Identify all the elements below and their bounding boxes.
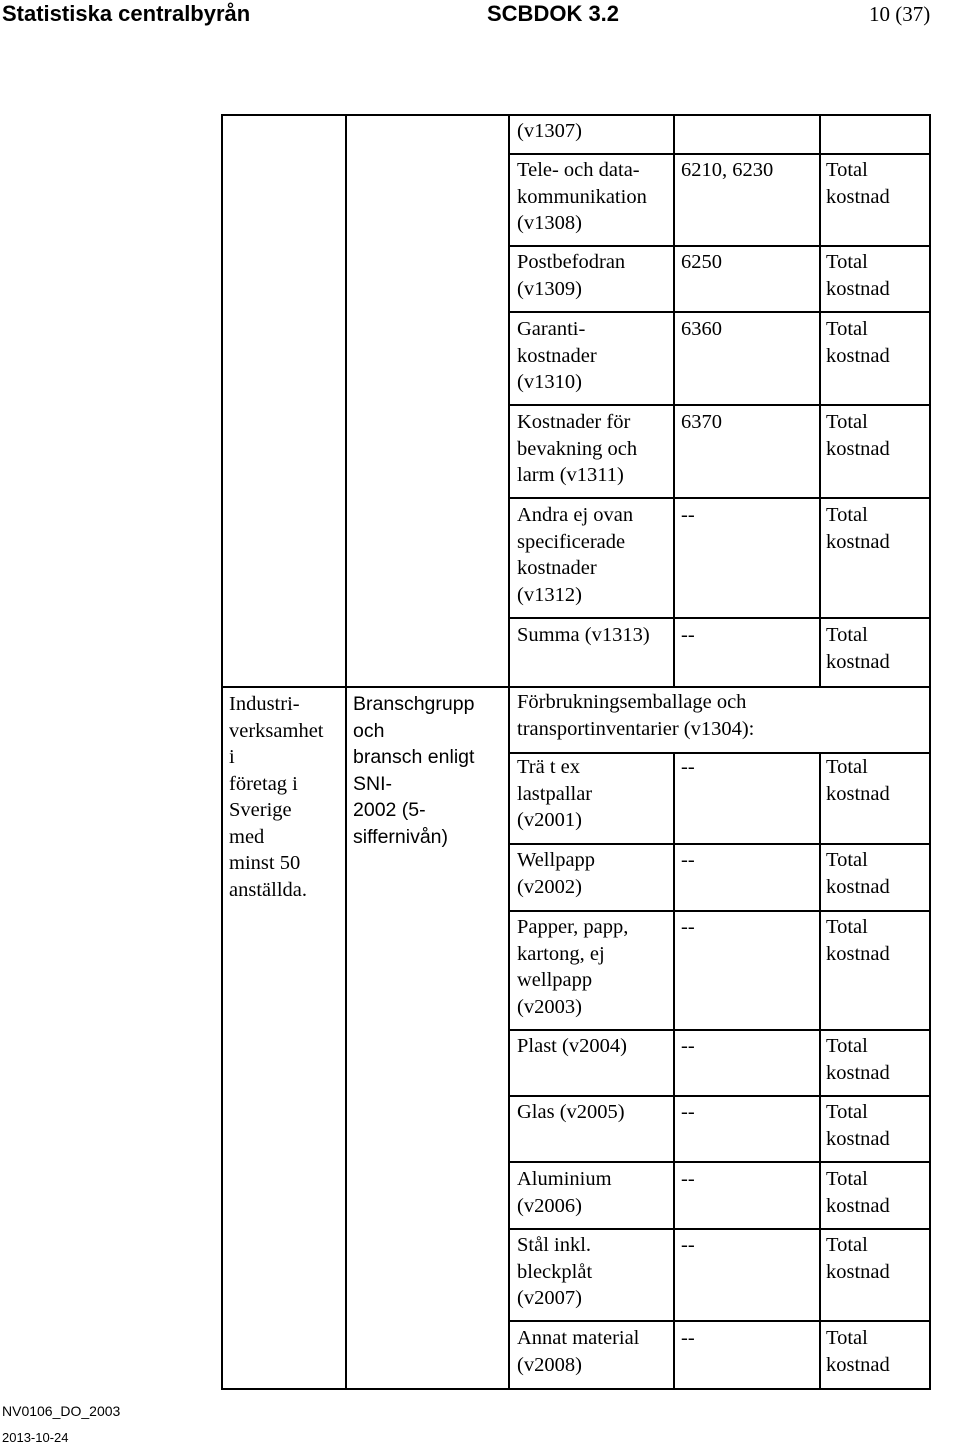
code-cell: -- [681,504,695,526]
measure-cell: Total kostnad [826,1327,890,1376]
code-cell: 6210, 6230 [681,159,774,181]
measure-cell: Total kostnad [826,159,890,208]
measure-cell: Total kostnad [826,756,890,805]
variable-label: Tele- och data- kommunikation (v1308) [517,159,647,234]
measure-cell: Total kostnad [826,624,890,673]
measure-cell: Total kostnad [826,1234,890,1283]
page-number: 10 (37) [869,2,931,26]
code-cell: -- [681,756,695,778]
variable-label: Papper, papp, kartong, ej wellpapp (v2003) [517,916,629,1018]
code-cell: -- [681,849,695,871]
code-cell: -- [681,1327,695,1349]
code-cell: -- [681,916,695,938]
measure-cell: Total kostnad [826,251,890,300]
variable-label: Stål inkl. bleckplåt (v2007) [517,1234,593,1309]
measure-cell: Total kostnad [826,504,890,553]
footer-date: 2013-10-24 [2,1430,69,1445]
variable-label: Andra ej ovan specificerade kostnader (v1312) [517,504,634,606]
measure-cell: Total kostnad [826,411,890,460]
document-id: SCBDOK 3.2 [487,1,620,26]
row-divider [508,497,931,499]
variable-label: Annat material (v2008) [517,1327,640,1376]
variable-label: Kostnader för bevakning och larm (v1311) [517,411,638,486]
code-cell: -- [681,1234,695,1256]
column-divider [345,114,347,1389]
row-divider [508,404,931,406]
measure-cell: Total kostnad [826,916,890,965]
code-cell: 6360 [681,318,722,340]
code-cell: -- [681,1035,695,1057]
code-cell: -- [681,624,695,646]
code-cell: 6250 [681,251,722,273]
organization-name: Statistiska centralbyrån [2,1,251,26]
row-divider [508,1095,931,1097]
row-divider [508,910,931,912]
measure-cell: Total kostnad [826,1168,890,1217]
code-cell: -- [681,1101,695,1123]
variable-label: Trä t ex lastpallar (v2001) [517,756,593,831]
table-border-bottom [221,1388,931,1390]
variable-label: Plast (v2004) [517,1033,631,1060]
variable-label: Garanti- kostnader (v1310) [517,318,597,393]
column-divider [819,752,821,1389]
column-divider [673,114,675,686]
section-heading: Förbrukningsemballage och transportinventarier (v1304): [517,691,755,740]
row-divider [508,1029,931,1031]
variable-label: Wellpapp (v2002) [517,849,596,898]
measure-cell: Total kostnad [826,318,890,367]
measure-cell: Total kostnad [826,1101,890,1150]
row-divider [508,153,931,155]
code-cell: -- [681,1168,695,1190]
row-divider [508,1228,931,1230]
row-divider [508,617,931,619]
row-divider [508,311,931,313]
footer-doc-code: NV0106_DO_2003 [2,1403,121,1419]
row-divider [508,1161,931,1163]
variable-label: Postbefodran (v1309) [517,251,626,300]
variable-label: Aluminium (v2006) [517,1168,612,1217]
row-divider [508,245,931,247]
row-divider [508,843,931,845]
code-cell: 6370 [681,411,722,433]
column-divider [819,114,821,686]
grouping-cell: Branschgrupp och bransch enligt SNI- 2002 (5- siffernivån) [353,693,475,848]
variable-label: Glas (v2005) [517,1099,629,1126]
column-divider [673,752,675,1389]
table-border-top [221,114,931,116]
measure-cell: Total kostnad [826,1035,890,1084]
top-label-cell: (v1307) [517,120,582,142]
row-divider [508,1320,931,1322]
variable-label: Summa (v1313) [517,622,654,649]
population-cell: Industri- verksamhet i företag i Sverige med minst 50 anställda. [229,693,324,901]
measure-cell: Total kostnad [826,849,890,898]
row-divider [221,686,931,688]
